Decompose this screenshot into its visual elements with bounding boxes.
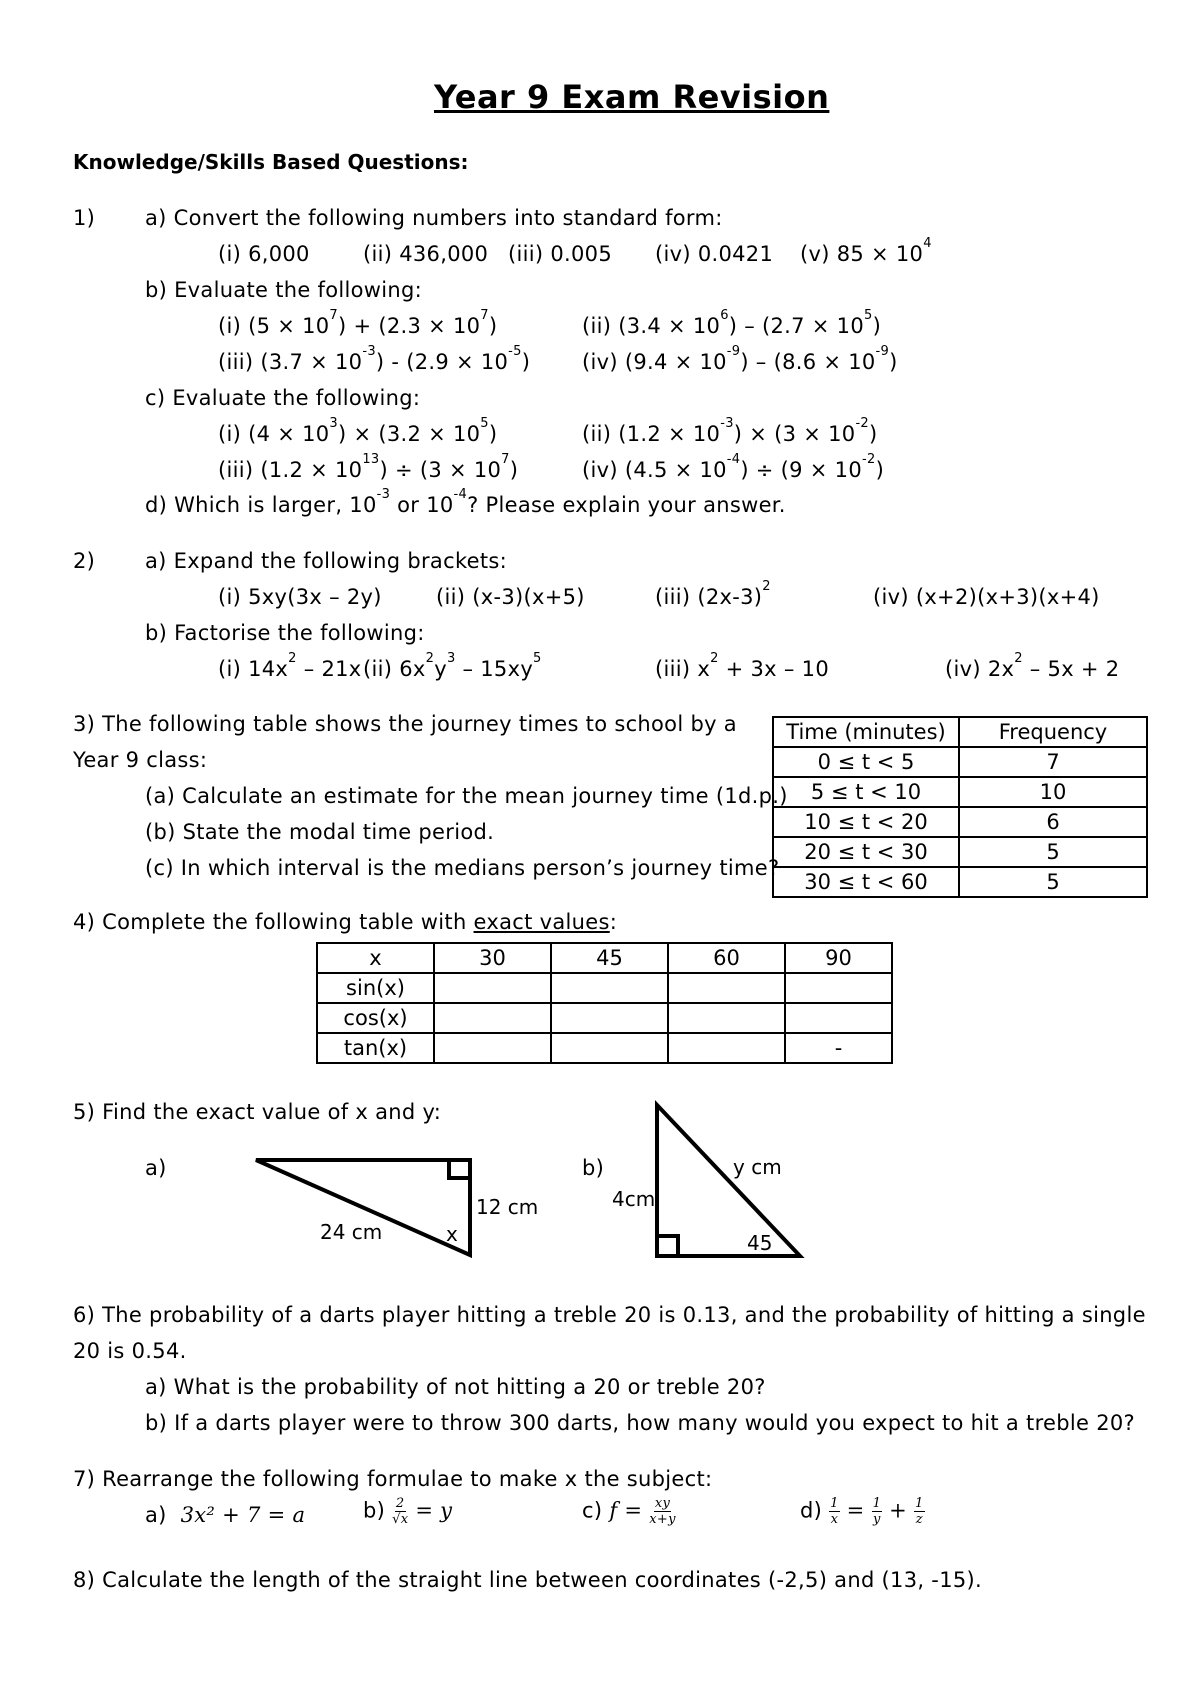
q1a-item-iv: (iv) 0.0421: [655, 242, 774, 266]
header-time: Time (minutes): [773, 717, 959, 747]
q7b-formula: b) $\frac{2}{√x}$ = y: [363, 1496, 453, 1527]
header-90: 90: [785, 943, 892, 973]
q1c-item-iii: (iii) $(1.2 \times 10^{13}) \div (3 \times 10^7)$: [218, 452, 519, 482]
q3b-prompt: (b) State the modal time period.: [145, 820, 495, 844]
q1c-item-ii: (ii) $(1.2 \times 10^{-3}) \times (3 \times 10^{-2})$: [582, 416, 878, 446]
triangle-a-hypotenuse-24: 24 cm: [320, 1220, 383, 1244]
q1b-item-i: (i) $(5 \times 10^7) + (2.3 \times 10^7)$: [218, 308, 498, 338]
triangle-b-hypotenuse-y: y cm: [733, 1155, 782, 1179]
triangle-b: [612, 1105, 800, 1256]
q6a-prompt: a) What is the probability of not hitting a 20 or treble 20?: [145, 1375, 766, 1399]
triangle-a: [256, 1160, 538, 1255]
question-number: 2): [73, 549, 96, 573]
q1b-item-iv: (iv) $(9.4 \times 10^{-9}) - (8.6 \times 10^{-9})$: [582, 344, 898, 374]
q1b-item-ii: (ii) $(3.4 \times 10^6) - (2.7 \times 10^5)$: [582, 308, 882, 338]
time-cell: 10 ≤ t < 20: [773, 807, 959, 837]
time-cell: 20 ≤ t < 30: [773, 837, 959, 867]
q1c-item-i: (i) $(4 \times 10^3) \times (3.2 \times 10^5)$: [218, 416, 498, 446]
q2b-item-iv: (iv) $2x^2 - 5x + 2$: [945, 651, 1120, 681]
q1b-item-iii: (iii) $(3.7 \times 10^{-3}) - (2.9 \times 10^{-5})$: [218, 344, 531, 374]
triangle-b-shape: [657, 1105, 800, 1256]
page-title: Year 9 Exam Revision: [434, 78, 830, 116]
q6-intro: 6) The probability of a darts player hitting a treble 20 is 0.13, and the probability of hitting a single: [73, 1303, 1146, 1327]
triangle-a-side-12: 12 cm: [476, 1195, 539, 1219]
q5a-label: a): [145, 1156, 167, 1180]
row-label: tan(x): [317, 1033, 434, 1063]
question-number: 1): [73, 206, 96, 230]
header-60: 60: [668, 943, 785, 973]
q1d-prompt: d) Which is larger, $10^{-3}$ or $10^{-4}$? Please explain your answer.: [145, 487, 786, 517]
q1a-item-iii: (iii) 0.005: [508, 242, 612, 266]
q3-intro: 3) The following table shows the journey times to school by a: [73, 712, 737, 736]
q2a-prompt: a) Expand the following brackets:: [145, 549, 508, 573]
time-cell: 30 ≤ t < 60: [773, 867, 959, 897]
time-cell: 0 ≤ t < 5: [773, 747, 959, 777]
frequency-cell: 5: [959, 867, 1147, 897]
q2b-prompt: b) Factorise the following:: [145, 621, 425, 645]
q7d-formula: d) $\frac{1}{x}$ = $\frac{1}{y}$ + $\frac{1}{z}$: [800, 1496, 924, 1527]
q7c-formula: c) f = $\frac{xy}{x+y}$: [582, 1496, 676, 1527]
header-frequency: Frequency: [959, 717, 1147, 747]
q2a-item-ii: (ii) (x-3)(x+5): [436, 585, 585, 609]
q2a-item-iii: (iii) $(2x-3)^2$: [655, 579, 771, 609]
answer-cell: -: [785, 1033, 892, 1063]
row-label: cos(x): [317, 1003, 434, 1033]
q2b-item-ii: (ii) $6x^2y^3 - 15xy^5$: [363, 651, 542, 681]
q6b-prompt: b) If a darts player were to throw 300 darts, how many would you expect to hit a treble 20?: [145, 1411, 1135, 1435]
q7-prompt: 7) Rearrange the following formulae to make x the subject:: [73, 1467, 713, 1491]
q1a-item-i: (i) 6,000: [218, 242, 310, 266]
q5b-label: b): [582, 1156, 605, 1180]
frequency-cell: 5: [959, 837, 1147, 867]
q1a-item-v: (v) $85 \times 10^4$: [800, 236, 932, 266]
frequency-cell: 10: [959, 777, 1147, 807]
q3-intro-cont: Year 9 class:: [73, 748, 208, 772]
q1c-item-iv: (iv) $(4.5 \times 10^{-4}) \div (9 \times 10^{-2})$: [582, 452, 885, 482]
section-heading: Knowledge/Skills Based Questions:: [73, 150, 469, 174]
q8-prompt: 8) Calculate the length of the straight line between coordinates (-2,5) and (13, -15).: [73, 1568, 982, 1592]
q2b-item-i: (i) $14x^2 - 21x$: [218, 651, 362, 681]
q2a-item-i: (i) 5xy(3x – 2y): [218, 585, 382, 609]
header-30: 30: [434, 943, 551, 973]
q1a-prompt: a) Convert the following numbers into standard form:: [145, 206, 723, 230]
time-cell: 5 ≤ t < 10: [773, 777, 959, 807]
q3c-prompt: (c) In which interval is the medians person’s journey time?: [145, 856, 780, 880]
q1b-prompt: b) Evaluate the following:: [145, 278, 423, 302]
q7a-formula: a) 3x² + 7 = a: [145, 1503, 306, 1527]
q2b-item-iii: (iii) $x^2 + 3x - 10$: [655, 651, 829, 681]
q3a-prompt: (a) Calculate an estimate for the mean journey time (1d.p.): [145, 784, 788, 808]
right-angle-marker: [657, 1236, 678, 1256]
q5-prompt: 5) Find the exact value of x and y:: [73, 1100, 442, 1124]
q6-intro-cont: 20 is 0.54.: [73, 1339, 187, 1363]
right-angle-marker: [449, 1160, 470, 1178]
header-x: x: [317, 943, 434, 973]
q4-prompt: 4) Complete the following table with exact values:: [73, 910, 618, 934]
frequency-cell: 7: [959, 747, 1147, 777]
frequency-cell: 6: [959, 807, 1147, 837]
row-label: sin(x): [317, 973, 434, 1003]
q2a-item-iv: (iv) (x+2)(x+3)(x+4): [873, 585, 1100, 609]
triangle-b-angle-45: 45: [747, 1231, 773, 1255]
q1c-prompt: c) Evaluate the following:: [145, 386, 421, 410]
triangle-b-side-4: 4cm: [612, 1187, 656, 1211]
triangle-a-angle-x: x: [446, 1222, 458, 1246]
q1a-item-ii: (ii) 436,000: [363, 242, 489, 266]
header-45: 45: [551, 943, 668, 973]
